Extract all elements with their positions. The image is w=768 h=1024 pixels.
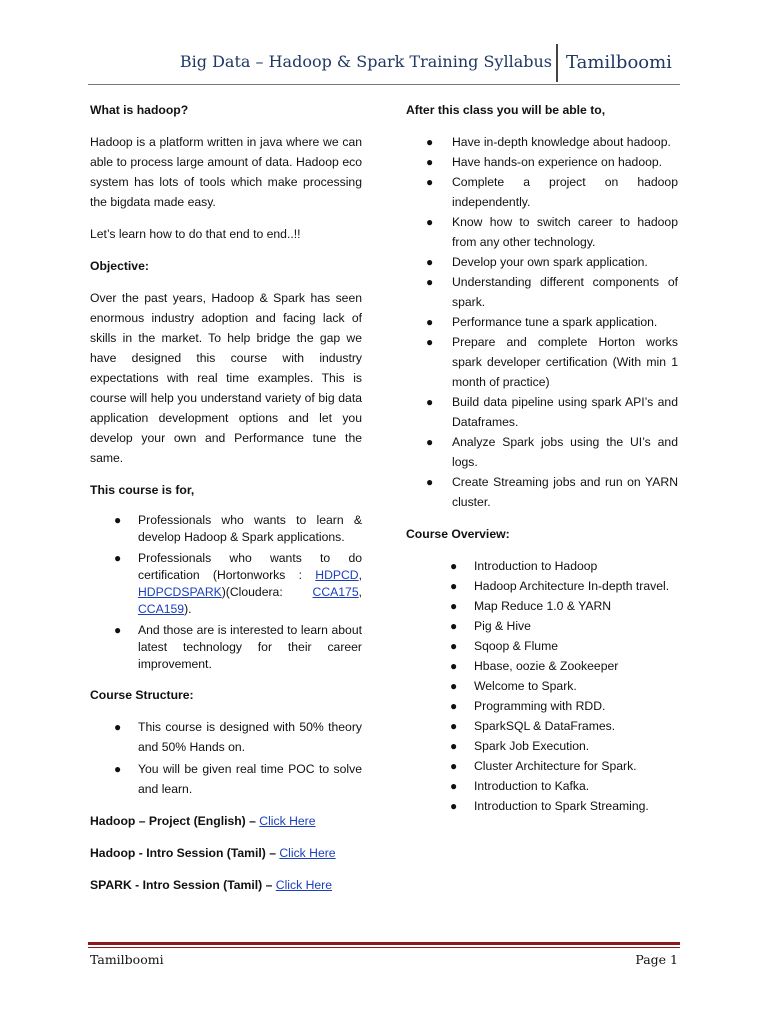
what-is-hadoop-paragraph: Hadoop is a platform written in java where we can able to process large amount of data. Hadoop eco system has lots of tools which make processing the bigdata made easy. (90, 135, 362, 209)
list-item: ● Professionals who wants to do certification (Hortonworks : HDPCD, HDPCDSPARK)(Cloudera: CCA175, CCA159). (114, 551, 362, 616)
after-class-heading: After this class you will be able to, (406, 103, 606, 117)
list-item: ● Professionals who wants to learn & develop Hadoop & Spark applications. (114, 513, 362, 544)
list-item: ● Hbase, oozie & Zookeeper (406, 656, 678, 676)
course-structure-heading: Course Structure: (90, 688, 194, 702)
course-for-list (90, 512, 362, 673)
document-title: Big Data – Hadoop & Spark Training Syllabus (179, 52, 552, 71)
header-rule (88, 84, 680, 85)
bullet-icon: ● (450, 619, 458, 633)
learn-line: Let’s learn how to do that end to end..!! (90, 227, 301, 241)
bullet-icon: ● (426, 135, 434, 149)
bullet-icon: ● (426, 155, 434, 169)
bullet-icon: ● (450, 699, 458, 713)
bullet-icon: ● (114, 762, 122, 776)
bullet-icon: ● (426, 275, 434, 289)
bullet-icon: ● (114, 551, 122, 565)
objective-heading: Objective: (90, 259, 149, 273)
footer-rule (88, 942, 680, 945)
list-item: ● Introduction to Spark Streaming. (406, 796, 678, 816)
list-item: ● Know how to switch career to hadoop from any other technology. (406, 212, 678, 252)
hdpcdspark-link[interactable]: HDPCDSPARK (138, 585, 222, 599)
bullet-icon: ● (426, 395, 434, 409)
bullet-icon: ● (450, 659, 458, 673)
bullet-icon: ● (426, 435, 434, 449)
list-item: ● Introduction to Kafka. (406, 776, 678, 796)
list-item: ● Have hands-on experience on hadoop. (406, 152, 678, 172)
footer-brand: Tamilboomi (90, 952, 164, 967)
bullet-icon: ● (450, 579, 458, 593)
course-for-heading: This course is for, (90, 483, 195, 497)
list-item: ● You will be given real time POC to solve and learn. (90, 759, 362, 799)
bullet-icon: ● (426, 215, 434, 229)
list-item: ● Hadoop Architecture In-depth travel. (406, 576, 678, 596)
bullet-icon: ● (450, 679, 458, 693)
header-divider (556, 44, 558, 82)
course-structure-list (90, 717, 362, 799)
bullet-icon: ● (426, 475, 434, 489)
list-item: ● Understanding different components of spark. (406, 272, 678, 312)
hadoop-project-link-row: Hadoop – Project (English) – Click Here (90, 814, 316, 828)
list-item: ● Introduction to Hadoop (406, 556, 678, 576)
hdpcd-link[interactable]: HDPCD (315, 568, 359, 582)
bullet-icon: ● (450, 639, 458, 653)
bullet-icon: ● (114, 513, 122, 527)
after-class-list (406, 132, 678, 512)
hadoop-project-click-here-link[interactable]: Click Here (259, 814, 316, 828)
header-brand: Tamilboomi (566, 52, 672, 73)
what-is-hadoop-heading: What is hadoop? (90, 103, 189, 117)
hadoop-intro-click-here-link[interactable]: Click Here (279, 846, 336, 860)
list-item: ● Performance tune a spark application. (406, 312, 678, 332)
bullet-icon: ● (450, 599, 458, 613)
list-item: ● Map Reduce 1.0 & YARN (406, 596, 678, 616)
list-item: ● Pig & Hive (406, 616, 678, 636)
bullet-icon: ● (114, 623, 122, 637)
list-item: ● Complete a project on hadoop independently. (406, 172, 678, 212)
bullet-icon: ● (450, 739, 458, 753)
course-overview-list (406, 556, 678, 816)
bullet-icon: ● (426, 335, 434, 349)
bullet-icon: ● (450, 799, 458, 813)
list-item: ● Create Streaming jobs and run on YARN cluster. (406, 472, 678, 512)
cca175-link[interactable]: CCA175 (312, 585, 359, 599)
bullet-icon: ● (450, 779, 458, 793)
list-item: ● Prepare and complete Horton works spark developer certification (With min 1 month of practice) (406, 332, 678, 392)
list-item: ● Spark Job Execution. (406, 736, 678, 756)
right-column (406, 100, 678, 828)
list-item: ● Have in-depth knowledge about hadoop. (406, 132, 678, 152)
objective-paragraph: Over the past years, Hadoop & Spark has seen enormous industry adoption and facing lack of skills in the market. To help bridge the gap we have designed this course with industry expectations with real time examples. This is course will help you understand variety of big data application development options and let you develop your own and Performance tune the same. (90, 291, 362, 465)
bullet-icon: ● (114, 720, 122, 734)
list-item: ● SparkSQL & DataFrames. (406, 716, 678, 736)
list-item: ● Programming with RDD. (406, 696, 678, 716)
bullet-icon: ● (426, 315, 434, 329)
footer-rule-thin (88, 947, 680, 948)
spark-intro-click-here-link[interactable]: Click Here (275, 878, 332, 892)
list-item: ● And those are is interested to learn about latest technology for their career improvement. (114, 623, 362, 671)
list-item: ● Analyze Spark jobs using the UI’s and logs. (406, 432, 678, 472)
list-item: ● Build data pipeline using spark API’s and Dataframes. (406, 392, 678, 432)
list-item: ● This course is designed with 50% theory and 50% Hands on. (90, 717, 362, 757)
list-item: ● Develop your own spark application. (406, 252, 678, 272)
hadoop-intro-link-row: Hadoop - Intro Session (Tamil) – Click Here (90, 846, 336, 860)
left-column (90, 100, 362, 907)
bullet-icon: ● (426, 175, 434, 189)
list-item: ● Cluster Architecture for Spark. (406, 756, 678, 776)
course-overview-heading: Course Overview: (406, 527, 510, 541)
spark-intro-link-row: SPARK - Intro Session (Tamil) – Click Here (90, 878, 332, 892)
page-number: Page 1 (635, 952, 678, 967)
list-item: ● Welcome to Spark. (406, 676, 678, 696)
list-item: ● Sqoop & Flume (406, 636, 678, 656)
bullet-icon: ● (450, 759, 458, 773)
cca159-link[interactable]: CCA159 (138, 602, 185, 616)
bullet-icon: ● (450, 559, 458, 573)
bullet-icon: ● (450, 719, 458, 733)
bullet-icon: ● (426, 255, 434, 269)
